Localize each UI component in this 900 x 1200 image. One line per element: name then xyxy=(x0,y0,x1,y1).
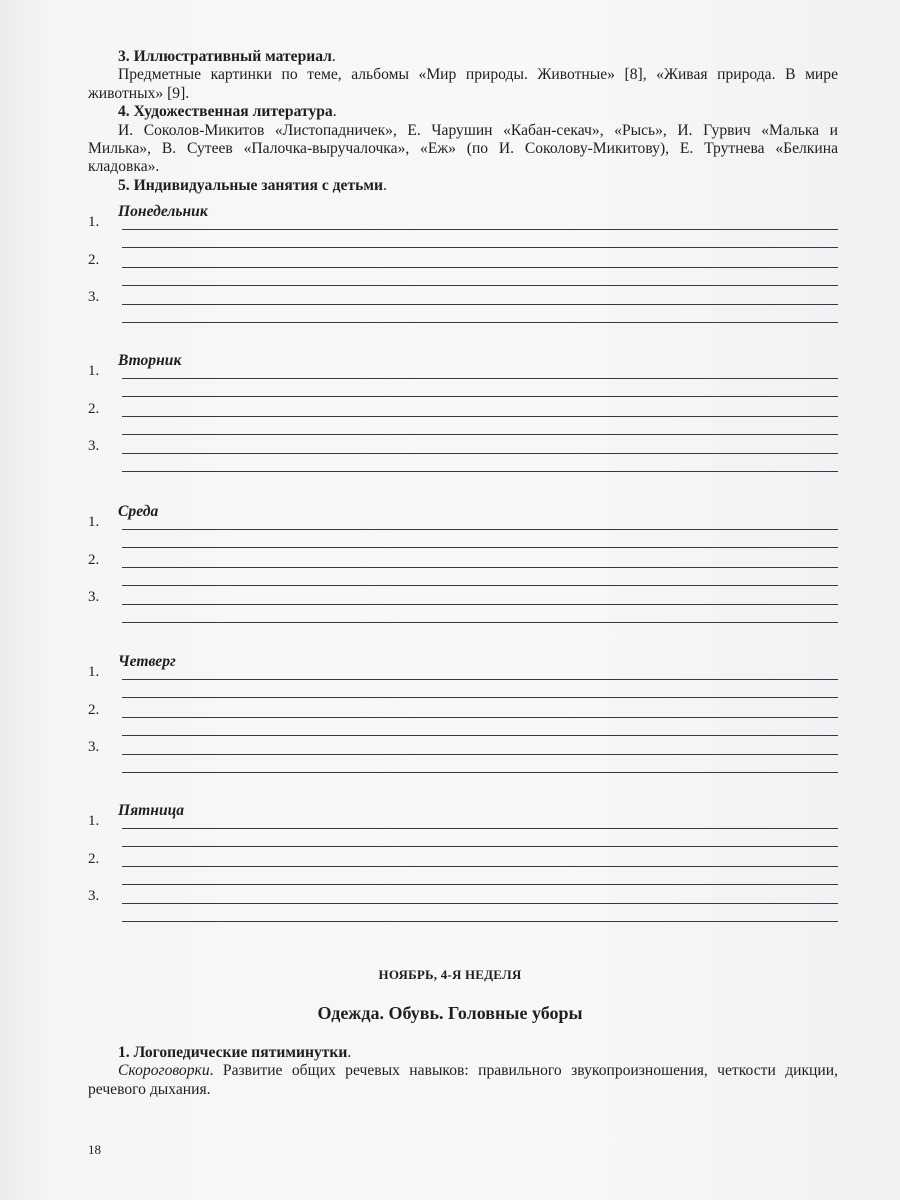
entry-row[interactable] xyxy=(88,813,838,859)
literature-text: И. Соколов-Микитов «Листопадничек», Е. Чарушин «Кабан-секач», «Рысь», И. Гурвич «Малька и Милька», В. Сутеев «Палочка-выручалочка», «Еж» (по И. Соколову-Микитову), Е. Трутнева «Белкина кладовка». xyxy=(88,121,838,176)
week-heading: НОЯБРЬ, 4-Я НЕДЕЛЯ xyxy=(378,967,522,982)
write-line xyxy=(122,679,838,680)
row-number: 1. xyxy=(88,363,100,379)
illustrative-heading: 3. Иллюстративный материал xyxy=(118,48,332,65)
row-number: 3. xyxy=(88,739,100,755)
row-number: 1. xyxy=(88,813,100,829)
entry-row[interactable] xyxy=(88,551,838,598)
row-number: 2. xyxy=(88,551,100,568)
entry-row[interactable] xyxy=(88,850,838,897)
entry-row[interactable] xyxy=(88,289,838,335)
entry-row[interactable] xyxy=(88,251,838,298)
write-line xyxy=(122,717,838,718)
write-line xyxy=(122,267,838,268)
individual-heading: 5. Индивидуальные занятия с детьми xyxy=(118,176,383,194)
page-number: 18 xyxy=(88,1142,101,1157)
speech-heading: 1. Логопедические пятиминутки xyxy=(118,1044,348,1061)
entry-row[interactable] xyxy=(88,214,838,260)
entry-row[interactable] xyxy=(88,363,838,409)
speech-text: . Развитие общих речевых навыков: правильного звукопроизношения, четкости дикции, речевого дыхания. xyxy=(88,1062,838,1098)
day-block-wednesday xyxy=(88,502,838,635)
row-number: 3. xyxy=(88,438,100,454)
row-number: 2. xyxy=(88,850,100,867)
write-line xyxy=(122,866,838,867)
entry-row[interactable] xyxy=(88,514,838,560)
row-number: 2. xyxy=(88,251,100,268)
write-line xyxy=(122,903,838,904)
illustrative-text: Предметные картинки по теме, альбомы «Мир природы. Животные» [8], «Живая природа. В мире животных» [9]. xyxy=(88,66,838,102)
row-number: 1. xyxy=(88,664,100,680)
write-line xyxy=(122,828,838,829)
entry-row[interactable] xyxy=(88,664,838,710)
row-number: 3. xyxy=(88,888,100,904)
day-title: Понедельник xyxy=(118,203,208,220)
write-line xyxy=(122,416,838,417)
write-line xyxy=(122,735,838,736)
row-number: 1. xyxy=(88,514,100,530)
write-line xyxy=(122,434,838,435)
literature-heading: 4. Художественная литература xyxy=(118,103,333,121)
day-block-friday xyxy=(88,801,838,934)
speech-paragraph xyxy=(88,1062,838,1099)
write-line xyxy=(122,453,838,454)
entry-row[interactable] xyxy=(88,701,838,748)
day-title: Пятница xyxy=(118,802,185,819)
speech-section: 1. Логопедические пятиминутки. Скороговорки. Развитие общих речевых навыков: правильного звукопроизношения, четкости дикции, речевого дыхания. xyxy=(88,1044,838,1098)
row-number: 2. xyxy=(88,400,100,417)
write-line xyxy=(122,567,838,568)
entry-row[interactable] xyxy=(88,589,838,635)
write-line xyxy=(122,247,838,248)
write-line xyxy=(122,884,838,885)
entry-row[interactable] xyxy=(88,888,838,934)
topic-heading: Одежда. Обувь. Головные уборы xyxy=(317,1003,583,1023)
write-line xyxy=(122,622,838,623)
write-line xyxy=(122,846,838,847)
day-block-tuesday xyxy=(88,351,838,484)
write-line xyxy=(122,322,838,323)
day-block-monday xyxy=(88,202,838,335)
write-line xyxy=(122,378,838,379)
write-line xyxy=(122,772,838,773)
entry-row[interactable] xyxy=(88,739,838,785)
entry-row[interactable] xyxy=(88,400,838,447)
write-line xyxy=(122,285,838,286)
entry-row[interactable] xyxy=(88,438,838,484)
row-number: 3. xyxy=(88,289,100,305)
write-line xyxy=(122,754,838,755)
day-title: Вторник xyxy=(118,352,182,369)
row-number: 3. xyxy=(88,589,100,605)
write-line xyxy=(122,604,838,605)
day-title: Среда xyxy=(118,503,159,520)
day-title: Четверг xyxy=(118,653,176,670)
speech-lead: Скороговорки xyxy=(118,1062,210,1080)
write-line xyxy=(122,585,838,586)
row-number: 2. xyxy=(88,701,100,718)
row-number: 1. xyxy=(88,214,100,230)
write-line xyxy=(122,697,838,698)
day-block-thursday xyxy=(88,652,838,785)
top-sections: 3. Иллюстративный материал. Предметные картинки по теме, альбомы «Мир природы. Животные» [8], «Живая природа. В мире животных» [9]. 4. Художественная литература. И. Соколов-Микитов «Листопадничек», Е. Чарушин «Кабан-секач», «Рысь», И. Гурвич «Малька и Милька», В. Сутеев «Палочка-выручалочка», «Еж» (по И. Соколову-Микитову), Е. Трутнева «Белкина кладовка». 5. Индивидуальные занятия с детьми. xyxy=(88,48,838,194)
write-line xyxy=(122,921,838,922)
write-line xyxy=(122,529,838,530)
write-line xyxy=(122,471,838,472)
write-line xyxy=(122,547,838,548)
write-line xyxy=(122,304,838,305)
write-line xyxy=(122,229,838,230)
write-line xyxy=(122,396,838,397)
